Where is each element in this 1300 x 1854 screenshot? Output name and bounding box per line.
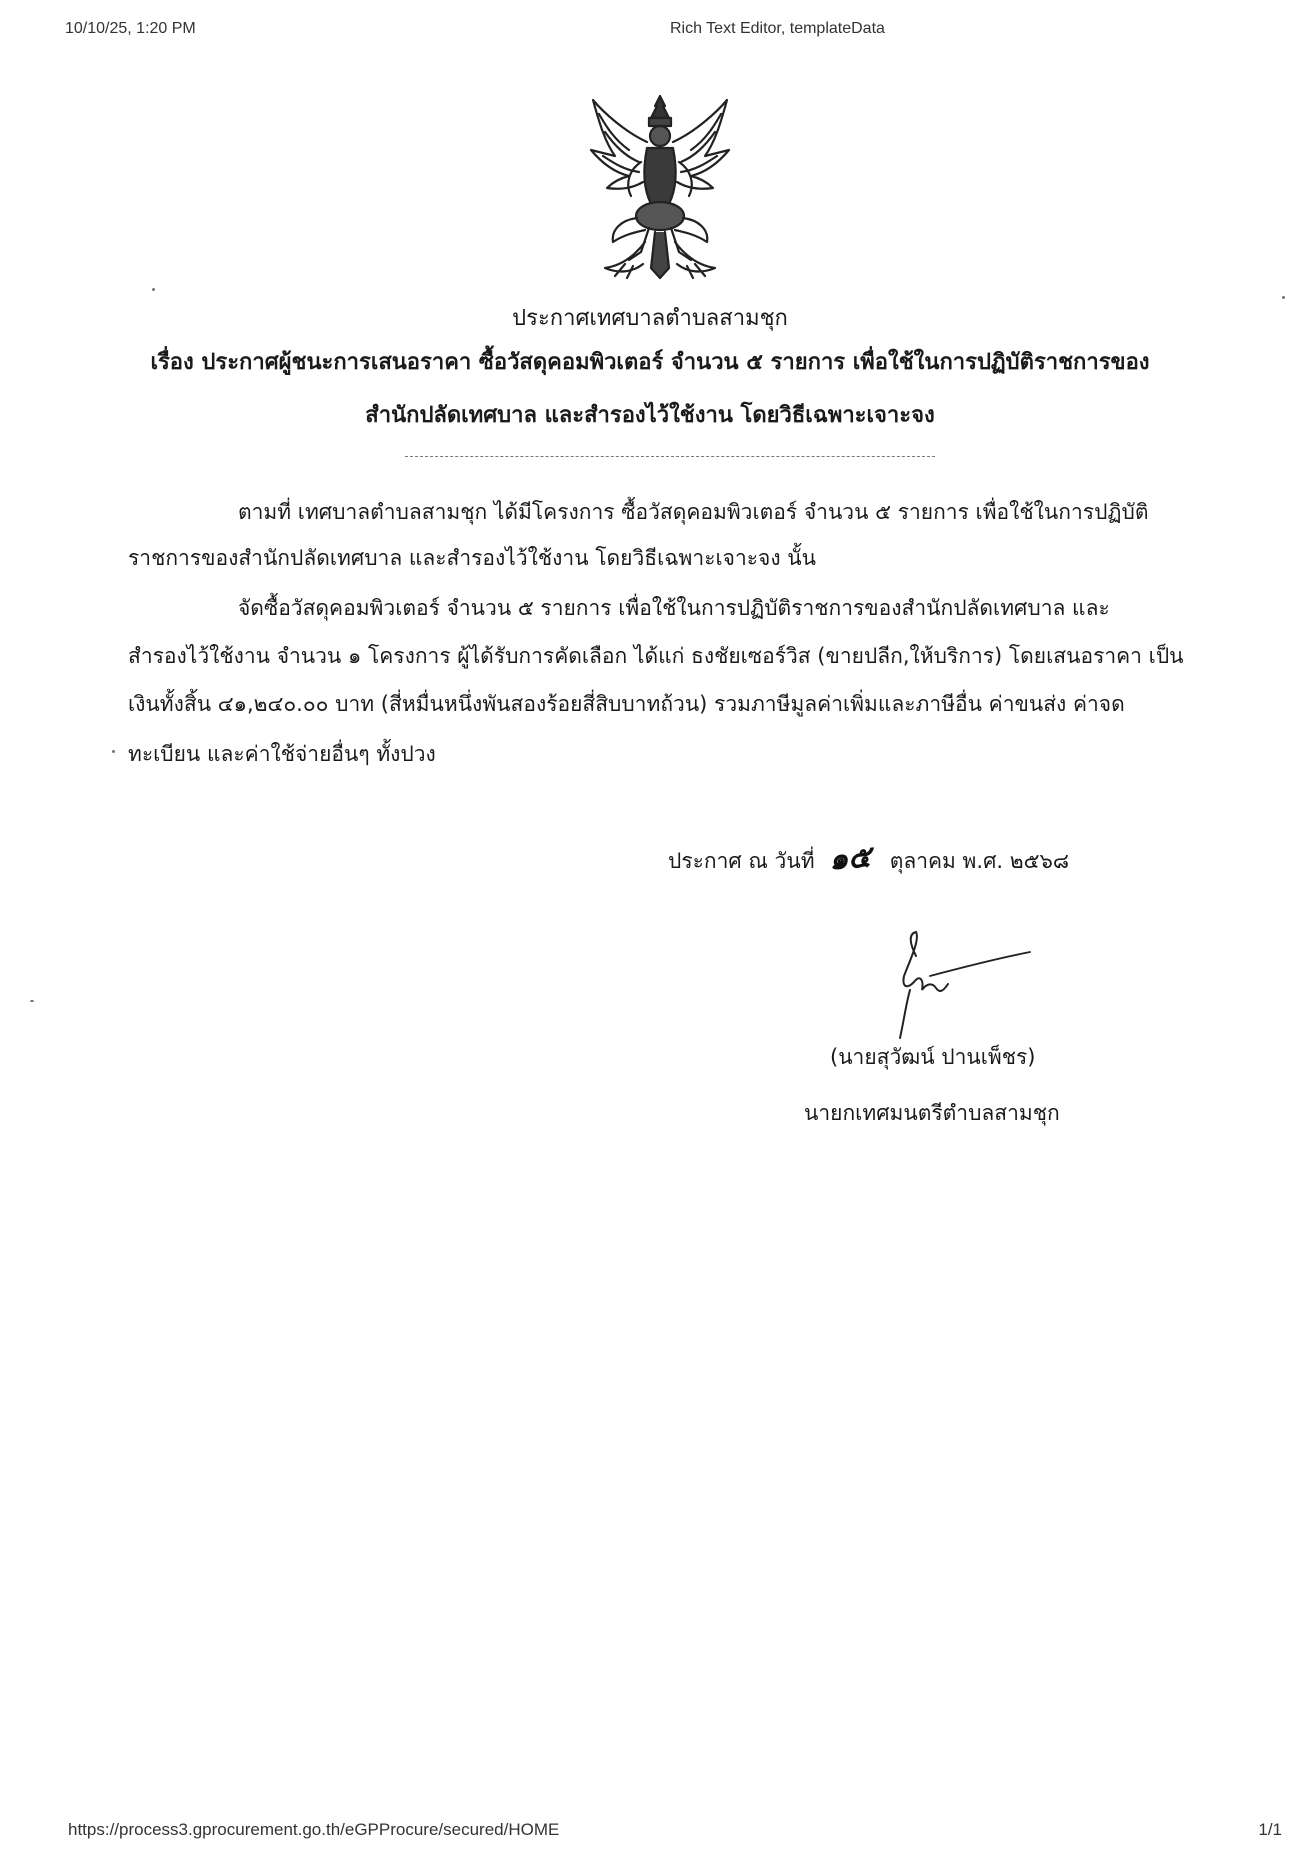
- paragraph-1-line-1: ตามที่ เทศบาลตำบลสามชุก ได้มีโครงการ ซื้อวัสดุคอมพิวเตอร์ จำนวน ๕ รายการ เพื่อใช้ในการปฏิบัติ: [238, 500, 1149, 524]
- scan-speck: [1282, 296, 1285, 299]
- document-title: ประกาศเทศบาลตำบลสามชุก: [512, 306, 788, 331]
- paragraph-2-line-1: จัดซื้อวัสดุคอมพิวเตอร์ จำนวน ๕ รายการ เพื่อใช้ในการปฏิบัติราชการของสำนักปลัดเทศบาล และ: [238, 596, 1110, 620]
- signature-icon: [870, 930, 1040, 1040]
- dashed-divider: [405, 456, 935, 457]
- subject-line-1: เรื่อง ประกาศผู้ชนะการเสนอราคา ซื้อวัสดุคอมพิวเตอร์ จำนวน ๕ รายการ เพื่อใช้ในการปฏิบัติราชการของ: [150, 350, 1150, 375]
- announce-day-handwritten: ๑๕: [828, 839, 873, 878]
- print-datetime: 10/10/25, 1:20 PM: [65, 20, 196, 37]
- scan-speck: [30, 1000, 34, 1002]
- paragraph-2-line-4: ทะเบียน และค่าใช้จ่ายอื่นๆ ทั้งปวง: [128, 742, 436, 766]
- announcement-date: [668, 835, 1069, 882]
- announce-month-year: ตุลาคม พ.ศ. ๒๕๖๘: [889, 849, 1070, 873]
- subject-line-2: สำนักปลัดเทศบาล และสำรองไว้ใช้งาน โดยวิธีเฉพาะเจาะจง: [365, 403, 935, 428]
- print-page-number: 1/1: [1258, 1820, 1282, 1839]
- garuda-emblem-icon: [585, 92, 735, 282]
- announce-label: ประกาศ ณ วันที่: [668, 849, 815, 873]
- signer-position: นายกเทศมนตรีตำบลสามชุก: [804, 1101, 1060, 1125]
- print-url: https://process3.gprocurement.go.th/eGPProcure/secured/HOME: [68, 1820, 560, 1839]
- print-title: Rich Text Editor, templateData: [670, 20, 885, 37]
- paragraph-1-line-2: ราชการของสำนักปลัดเทศบาล และสำรองไว้ใช้งาน โดยวิธีเฉพาะเจาะจง นั้น: [128, 546, 816, 570]
- scan-speck: [152, 288, 155, 291]
- scan-speck: [112, 750, 115, 753]
- paragraph-2-line-3: เงินทั้งสิ้น ๔๑,๒๔๐.๐๐ บาท (สี่หมื่นหนึ่งพันสองร้อยสี่สิบบาทถ้วน) รวมภาษีมูลค่าเพิ่มและภาษีอื่น ค่าขนส่ง ค่าจด: [128, 692, 1125, 716]
- signer-name: (นายสุวัฒน์ ปานเพ็ชร): [830, 1045, 1036, 1069]
- paragraph-2-line-2: สำรองไว้ใช้งาน จำนวน ๑ โครงการ ผู้ได้รับการคัดเลือก ได้แก่ ธงชัยเซอร์วิส (ขายปลีก,ให้บริการ) โดยเสนอราคา เป็น: [128, 644, 1184, 668]
